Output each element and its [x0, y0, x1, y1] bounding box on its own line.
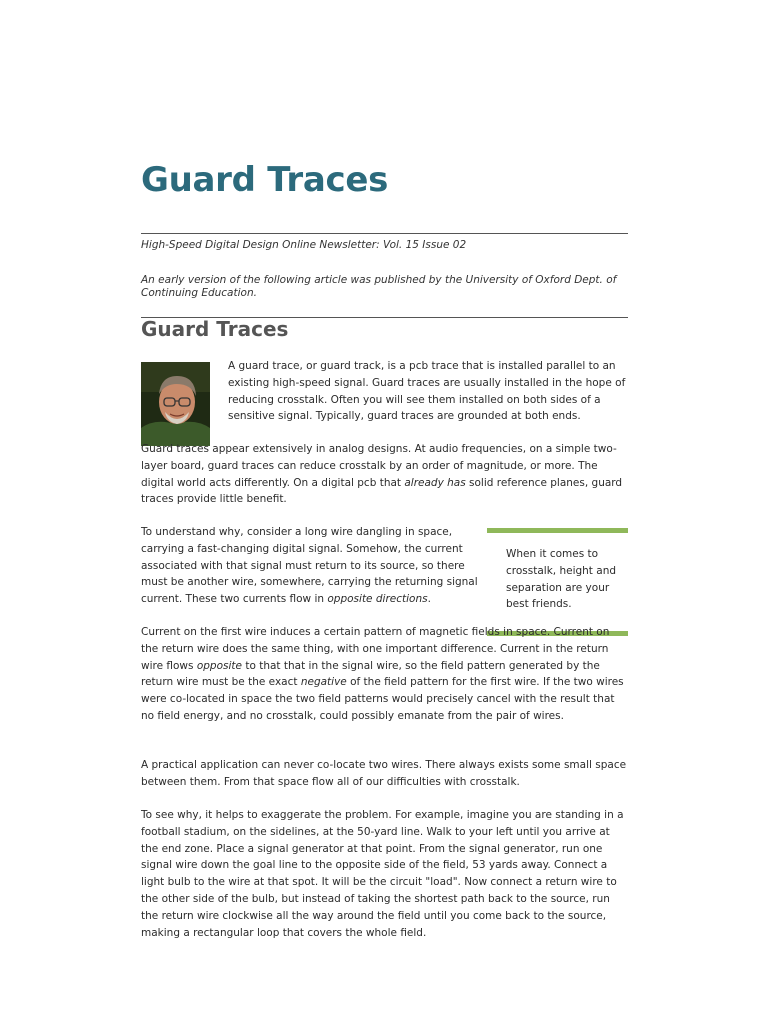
publication-note: An early version of the following article was published by the University of Oxford Dept. of Continuing Education. — [141, 274, 617, 299]
paragraph-analog: Guard traces appear extensively in analog designs. At audio frequencies, on a simple two-layer board, guard traces can reduce crosstalk by an order of magnitude, or more. The digital world acts differently. On a digital pcb that already has solid reference planes, guard traces provide little benefit. — [141, 443, 623, 506]
section-heading: Guard Traces — [141, 317, 289, 341]
page-title: Guard Traces — [141, 160, 389, 200]
author-photo — [141, 362, 210, 446]
newsletter-line: High-Speed Digital Design Online Newsletter: Vol. 15 Issue 02 — [141, 239, 467, 251]
paragraph-intro: A guard trace, or guard track, is a pcb trace that is installed parallel to an existing high-speed signal. Guard traces are usually installed in the hope of reducing crosstalk. Often you will see them installed on both sides of a sensitive signal. Typically, guard traces are grounded at both ends. — [228, 360, 626, 423]
paragraph-why: To understand why, consider a long wire dangling in space, carrying a fast-changing digital signal. Somehow, the current associated with that signal must return to its source, so there must be another wire, somewhere, carrying the returning signal current. These two currents flow in opposite directions. — [141, 526, 478, 606]
paragraph-fields: Current on the first wire induces a certain pattern of magnetic fields in space. Current on the return wire does the same thing, with one important difference. Current in the return wire flows opposite to that that in the signal wire, so the field pattern generated by the return wire must be the exact negative of the field pattern for the first wire. If the two wires were co-located in space the two field patterns would precisely cancel with the result that no field energy, and no crosstalk, could possibly emanate from the pair of wires. — [141, 626, 624, 722]
callout-quote: When it comes to crosstalk, height and separation are your best friends. — [506, 548, 617, 611]
author-portrait-icon — [141, 362, 210, 446]
paragraph-stadium: To see why, it helps to exaggerate the problem. For example, imagine you are standing in a football stadium, on the sidelines, at the 50-yard line. Walk to your left until you arrive at the end zone. Place a signal generator at that point. From the signal generator, run one signal wire down the goal line to the opposite side of the field, 53 yards away. Connect a light bulb to the wire at that spot. It will be the circuit "load". Now connect a return wire to the other side of the bulb, but instead of taking the shortest path back to the source, run the return wire clockwise all the way around the field until you come back to the source, making a rectangular loop that covers the whole field. — [141, 809, 624, 939]
callout-top-bar — [487, 528, 628, 533]
title-divider — [141, 233, 628, 234]
paragraph-practical: A practical application can never co-locate two wires. There always exists some small space between them. From that space flow all of our difficulties with crosstalk. — [141, 759, 627, 788]
